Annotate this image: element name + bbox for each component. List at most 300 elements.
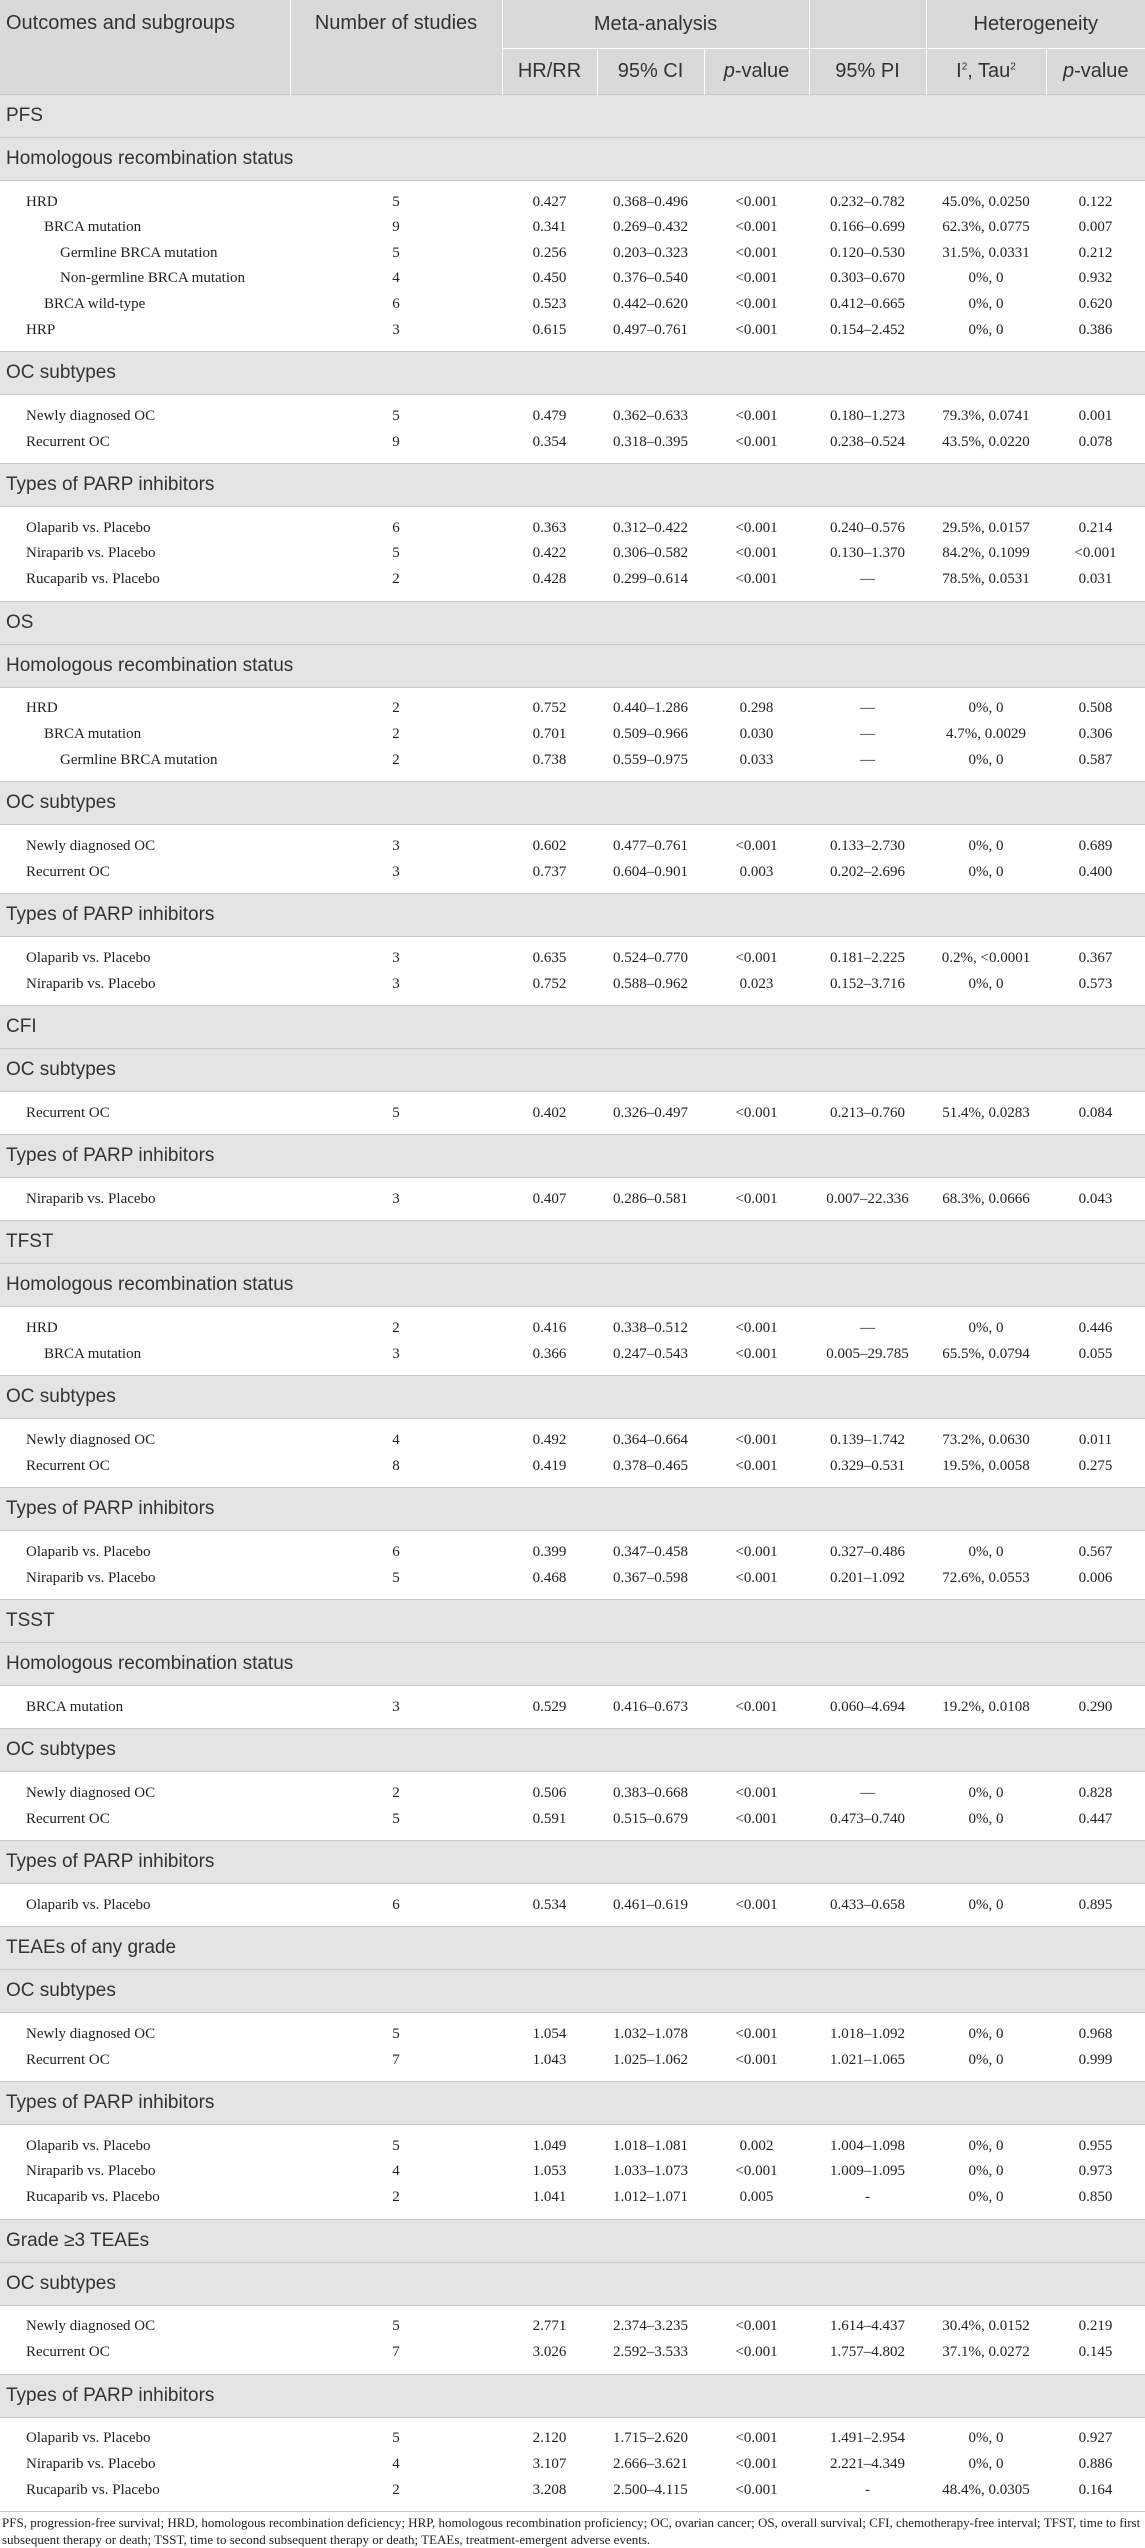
table-row bbox=[0, 1092, 1145, 1135]
row-heterogeneity-p-value: 0.447 bbox=[1046, 1806, 1145, 1841]
row-i2-tau2: 4.7%, 0.0029 bbox=[926, 722, 1046, 748]
row-95-pi: 0.240–0.576 bbox=[809, 507, 926, 542]
row-hr-rr: 1.043 bbox=[502, 2047, 597, 2082]
row-heterogeneity-p-value: 0.927 bbox=[1046, 2417, 1145, 2452]
row-i2-tau2: 0%, 0 bbox=[926, 687, 1046, 722]
row-95-pi: — bbox=[809, 567, 926, 602]
table-body bbox=[0, 95, 1145, 2512]
row-95-ci: 0.312–0.422 bbox=[597, 507, 704, 542]
row-i2-tau2: 0.2%, <0.0001 bbox=[926, 937, 1046, 972]
row-95-pi: 0.166–0.699 bbox=[809, 215, 926, 241]
row-name: HRD bbox=[0, 181, 290, 216]
row-hr-rr: 1.054 bbox=[502, 2013, 597, 2048]
row-p-value: <0.001 bbox=[704, 1565, 809, 1600]
row-95-ci: 1.018–1.081 bbox=[597, 2125, 704, 2160]
subgroup-header-row bbox=[0, 782, 1145, 825]
row-name: Newly diagnosed OC bbox=[0, 395, 290, 430]
row-number-of-studies: 5 bbox=[290, 541, 502, 567]
header-number-of-studies: Number of studies bbox=[290, 0, 502, 95]
row-hr-rr: 2.771 bbox=[502, 2305, 597, 2340]
subgroup-header-row bbox=[0, 1376, 1145, 1419]
row-hr-rr: 0.450 bbox=[502, 266, 597, 292]
row-i2-tau2: 29.5%, 0.0157 bbox=[926, 507, 1046, 542]
table-row bbox=[0, 1686, 1145, 1729]
row-95-pi: 0.473–0.740 bbox=[809, 1806, 926, 1841]
subgroup-title: Homologous recombination status bbox=[0, 644, 1145, 687]
row-hr-rr: 0.737 bbox=[502, 859, 597, 894]
row-p-value: <0.001 bbox=[704, 215, 809, 241]
table-row bbox=[0, 2013, 1145, 2048]
row-number-of-studies: 3 bbox=[290, 971, 502, 1006]
row-number-of-studies: 5 bbox=[290, 2125, 502, 2160]
table-row bbox=[0, 747, 1145, 782]
subgroup-header-row bbox=[0, 1049, 1145, 1092]
row-hr-rr: 0.635 bbox=[502, 937, 597, 972]
row-hr-rr: 0.366 bbox=[502, 1341, 597, 1376]
row-95-pi: 1.491–2.954 bbox=[809, 2417, 926, 2452]
subgroup-header-row bbox=[0, 2262, 1145, 2305]
row-number-of-studies: 7 bbox=[290, 2047, 502, 2082]
row-name: BRCA mutation bbox=[0, 1686, 290, 1729]
row-number-of-studies: 2 bbox=[290, 722, 502, 748]
row-95-pi: - bbox=[809, 2185, 926, 2220]
row-95-pi: 0.327–0.486 bbox=[809, 1531, 926, 1566]
row-name: Recurrent OC bbox=[0, 2340, 290, 2375]
row-number-of-studies: 2 bbox=[290, 1307, 502, 1342]
row-heterogeneity-p-value: 0.386 bbox=[1046, 317, 1145, 352]
row-name: Niraparib vs. Placebo bbox=[0, 2159, 290, 2185]
row-i2-tau2: 0%, 0 bbox=[926, 825, 1046, 860]
row-heterogeneity-p-value: 0.290 bbox=[1046, 1686, 1145, 1729]
row-95-ci: 0.286–0.581 bbox=[597, 1178, 704, 1221]
row-p-value: <0.001 bbox=[704, 2340, 809, 2375]
subgroup-header-row bbox=[0, 1643, 1145, 1686]
row-hr-rr: 0.529 bbox=[502, 1686, 597, 1729]
row-i2-tau2: 0%, 0 bbox=[926, 2125, 1046, 2160]
row-heterogeneity-p-value: 0.955 bbox=[1046, 2125, 1145, 2160]
header-meta-analysis: Meta-analysis bbox=[502, 0, 809, 49]
row-p-value: <0.001 bbox=[704, 1686, 809, 1729]
row-p-value: <0.001 bbox=[704, 429, 809, 464]
table-row bbox=[0, 317, 1145, 352]
row-p-value: <0.001 bbox=[704, 241, 809, 267]
row-95-pi: 0.181–2.225 bbox=[809, 937, 926, 972]
row-95-pi: 1.004–1.098 bbox=[809, 2125, 926, 2160]
row-i2-tau2: 31.5%, 0.0331 bbox=[926, 241, 1046, 267]
table-row bbox=[0, 2452, 1145, 2478]
row-hr-rr: 0.523 bbox=[502, 292, 597, 318]
row-p-value: 0.298 bbox=[704, 687, 809, 722]
row-p-value: <0.001 bbox=[704, 1092, 809, 1135]
row-number-of-studies: 3 bbox=[290, 825, 502, 860]
row-i2-tau2: 0%, 0 bbox=[926, 747, 1046, 782]
section-header-row bbox=[0, 95, 1145, 138]
row-name: Olaparib vs. Placebo bbox=[0, 937, 290, 972]
row-number-of-studies: 5 bbox=[290, 1565, 502, 1600]
row-heterogeneity-p-value: 0.011 bbox=[1046, 1419, 1145, 1454]
row-95-pi: 0.329–0.531 bbox=[809, 1453, 926, 1488]
row-heterogeneity-p-value: 0.306 bbox=[1046, 722, 1145, 748]
row-95-pi: 0.303–0.670 bbox=[809, 266, 926, 292]
section-header-row bbox=[0, 1600, 1145, 1643]
row-p-value: 0.023 bbox=[704, 971, 809, 1006]
row-95-pi: 0.180–1.273 bbox=[809, 395, 926, 430]
row-hr-rr: 0.354 bbox=[502, 429, 597, 464]
row-hr-rr: 0.701 bbox=[502, 722, 597, 748]
row-p-value: <0.001 bbox=[704, 2417, 809, 2452]
row-number-of-studies: 4 bbox=[290, 1419, 502, 1454]
row-hr-rr: 0.752 bbox=[502, 971, 597, 1006]
row-hr-rr: 3.026 bbox=[502, 2340, 597, 2375]
row-p-value: <0.001 bbox=[704, 541, 809, 567]
row-95-ci: 0.524–0.770 bbox=[597, 937, 704, 972]
row-95-pi: 0.120–0.530 bbox=[809, 241, 926, 267]
row-name: Newly diagnosed OC bbox=[0, 825, 290, 860]
table-row bbox=[0, 507, 1145, 542]
row-p-value: <0.001 bbox=[704, 507, 809, 542]
row-p-value: <0.001 bbox=[704, 266, 809, 292]
row-heterogeneity-p-value: 0.886 bbox=[1046, 2452, 1145, 2478]
subgroup-header-row bbox=[0, 464, 1145, 507]
row-heterogeneity-p-value: 0.573 bbox=[1046, 971, 1145, 1006]
row-heterogeneity-p-value: 0.219 bbox=[1046, 2305, 1145, 2340]
row-p-value: <0.001 bbox=[704, 567, 809, 602]
row-95-ci: 1.025–1.062 bbox=[597, 2047, 704, 2082]
row-95-ci: 0.383–0.668 bbox=[597, 1772, 704, 1807]
section-header-row bbox=[0, 601, 1145, 644]
row-name: Rucaparib vs. Placebo bbox=[0, 567, 290, 602]
row-95-pi: 2.221–4.349 bbox=[809, 2452, 926, 2478]
row-i2-tau2: 0%, 0 bbox=[926, 1884, 1046, 1927]
row-heterogeneity-p-value: 0.587 bbox=[1046, 747, 1145, 782]
table-row bbox=[0, 541, 1145, 567]
row-i2-tau2: 19.5%, 0.0058 bbox=[926, 1453, 1046, 1488]
row-number-of-studies: 7 bbox=[290, 2340, 502, 2375]
row-hr-rr: 0.399 bbox=[502, 1531, 597, 1566]
row-95-ci: 0.509–0.966 bbox=[597, 722, 704, 748]
table-row bbox=[0, 215, 1145, 241]
row-95-pi: 0.154–2.452 bbox=[809, 317, 926, 352]
row-i2-tau2: 0%, 0 bbox=[926, 292, 1046, 318]
row-95-ci: 1.012–1.071 bbox=[597, 2185, 704, 2220]
table-header bbox=[0, 0, 1145, 95]
row-number-of-studies: 2 bbox=[290, 2185, 502, 2220]
section-title: OS bbox=[0, 601, 1145, 644]
subgroup-header-row bbox=[0, 1841, 1145, 1884]
row-i2-tau2: 0%, 0 bbox=[926, 1307, 1046, 1342]
row-heterogeneity-p-value: 0.164 bbox=[1046, 2477, 1145, 2512]
row-i2-tau2: 62.3%, 0.0775 bbox=[926, 215, 1046, 241]
subgroup-title: Homologous recombination status bbox=[0, 1264, 1145, 1307]
row-p-value: <0.001 bbox=[704, 1453, 809, 1488]
row-name: Olaparib vs. Placebo bbox=[0, 1531, 290, 1566]
row-95-ci: 2.500–4.115 bbox=[597, 2477, 704, 2512]
table-row bbox=[0, 2417, 1145, 2452]
row-hr-rr: 0.419 bbox=[502, 1453, 597, 1488]
row-name: Niraparib vs. Placebo bbox=[0, 971, 290, 1006]
row-95-pi: 0.152–3.716 bbox=[809, 971, 926, 1006]
subgroup-title: OC subtypes bbox=[0, 1729, 1145, 1772]
row-95-ci: 0.442–0.620 bbox=[597, 292, 704, 318]
header-95-ci: 95% CI bbox=[597, 49, 704, 95]
row-95-ci: 0.306–0.582 bbox=[597, 541, 704, 567]
table-row bbox=[0, 687, 1145, 722]
row-name: Newly diagnosed OC bbox=[0, 2305, 290, 2340]
row-hr-rr: 1.049 bbox=[502, 2125, 597, 2160]
row-p-value: 0.002 bbox=[704, 2125, 809, 2160]
subgroup-title: Types of PARP inhibitors bbox=[0, 1488, 1145, 1531]
row-heterogeneity-p-value: 0.214 bbox=[1046, 507, 1145, 542]
row-p-value: <0.001 bbox=[704, 1419, 809, 1454]
row-name: Recurrent OC bbox=[0, 1092, 290, 1135]
row-p-value: 0.033 bbox=[704, 747, 809, 782]
section-header-row bbox=[0, 1221, 1145, 1264]
row-p-value: 0.005 bbox=[704, 2185, 809, 2220]
row-p-value: <0.001 bbox=[704, 1884, 809, 1927]
row-number-of-studies: 6 bbox=[290, 1531, 502, 1566]
table-row bbox=[0, 1453, 1145, 1488]
row-number-of-studies: 3 bbox=[290, 1686, 502, 1729]
subgroup-header-row bbox=[0, 894, 1145, 937]
row-95-ci: 1.715–2.620 bbox=[597, 2417, 704, 2452]
table-row bbox=[0, 1531, 1145, 1566]
row-name: Olaparib vs. Placebo bbox=[0, 507, 290, 542]
subgroup-title: OC subtypes bbox=[0, 1049, 1145, 1092]
section-header-row bbox=[0, 1006, 1145, 1049]
row-95-pi: 0.238–0.524 bbox=[809, 429, 926, 464]
row-p-value: <0.001 bbox=[704, 825, 809, 860]
row-p-value: <0.001 bbox=[704, 1341, 809, 1376]
subgroup-header-row bbox=[0, 138, 1145, 181]
row-heterogeneity-p-value: 0.367 bbox=[1046, 937, 1145, 972]
section-header-row bbox=[0, 1927, 1145, 1970]
row-95-ci: 0.269–0.432 bbox=[597, 215, 704, 241]
row-p-value: <0.001 bbox=[704, 317, 809, 352]
row-i2-tau2: 68.3%, 0.0666 bbox=[926, 1178, 1046, 1221]
row-i2-tau2: 0%, 0 bbox=[926, 1531, 1046, 1566]
row-hr-rr: 2.120 bbox=[502, 2417, 597, 2452]
row-95-ci: 0.368–0.496 bbox=[597, 181, 704, 216]
row-hr-rr: 0.402 bbox=[502, 1092, 597, 1135]
row-heterogeneity-p-value: 0.508 bbox=[1046, 687, 1145, 722]
row-i2-tau2: 37.1%, 0.0272 bbox=[926, 2340, 1046, 2375]
table-row bbox=[0, 266, 1145, 292]
row-heterogeneity-p-value: 0.850 bbox=[1046, 2185, 1145, 2220]
table-row bbox=[0, 429, 1145, 464]
row-name: Rucaparib vs. Placebo bbox=[0, 2477, 290, 2512]
row-95-ci: 1.033–1.073 bbox=[597, 2159, 704, 2185]
row-i2-tau2: 0%, 0 bbox=[926, 2452, 1046, 2478]
row-95-pi: 0.133–2.730 bbox=[809, 825, 926, 860]
row-p-value: <0.001 bbox=[704, 1178, 809, 1221]
row-heterogeneity-p-value: 0.055 bbox=[1046, 1341, 1145, 1376]
subgroup-header-row bbox=[0, 352, 1145, 395]
row-hr-rr: 0.468 bbox=[502, 1565, 597, 1600]
row-name: Recurrent OC bbox=[0, 859, 290, 894]
row-hr-rr: 1.041 bbox=[502, 2185, 597, 2220]
table-row bbox=[0, 2477, 1145, 2512]
row-95-pi: 0.201–1.092 bbox=[809, 1565, 926, 1600]
row-number-of-studies: 5 bbox=[290, 241, 502, 267]
row-number-of-studies: 4 bbox=[290, 2452, 502, 2478]
row-number-of-studies: 9 bbox=[290, 429, 502, 464]
row-heterogeneity-p-value: 0.031 bbox=[1046, 567, 1145, 602]
table-row bbox=[0, 1419, 1145, 1454]
table-row bbox=[0, 2340, 1145, 2375]
row-number-of-studies: 6 bbox=[290, 292, 502, 318]
section-header-row bbox=[0, 2219, 1145, 2262]
row-95-ci: 0.364–0.664 bbox=[597, 1419, 704, 1454]
table-row bbox=[0, 567, 1145, 602]
row-i2-tau2: 0%, 0 bbox=[926, 2185, 1046, 2220]
row-i2-tau2: 84.2%, 0.1099 bbox=[926, 541, 1046, 567]
table-row bbox=[0, 1772, 1145, 1807]
row-i2-tau2: 51.4%, 0.0283 bbox=[926, 1092, 1046, 1135]
table-row bbox=[0, 1565, 1145, 1600]
row-p-value: <0.001 bbox=[704, 395, 809, 430]
row-hr-rr: 0.602 bbox=[502, 825, 597, 860]
row-number-of-studies: 2 bbox=[290, 1772, 502, 1807]
table-row bbox=[0, 2159, 1145, 2185]
row-i2-tau2: 0%, 0 bbox=[926, 2417, 1046, 2452]
row-heterogeneity-p-value: 0.968 bbox=[1046, 2013, 1145, 2048]
row-i2-tau2: 0%, 0 bbox=[926, 2047, 1046, 2082]
row-number-of-studies: 8 bbox=[290, 1453, 502, 1488]
row-95-ci: 0.203–0.323 bbox=[597, 241, 704, 267]
row-number-of-studies: 9 bbox=[290, 215, 502, 241]
row-95-ci: 0.378–0.465 bbox=[597, 1453, 704, 1488]
row-heterogeneity-p-value: 0.828 bbox=[1046, 1772, 1145, 1807]
row-i2-tau2: 0%, 0 bbox=[926, 1772, 1046, 1807]
row-p-value: 0.003 bbox=[704, 859, 809, 894]
section-title: Grade ≥3 TEAEs bbox=[0, 2219, 1145, 2262]
row-name: BRCA wild-type bbox=[0, 292, 290, 318]
table-row bbox=[0, 292, 1145, 318]
row-95-pi: 0.139–1.742 bbox=[809, 1419, 926, 1454]
row-95-pi: 0.060–4.694 bbox=[809, 1686, 926, 1729]
row-i2-tau2: 79.3%, 0.0741 bbox=[926, 395, 1046, 430]
table-row bbox=[0, 971, 1145, 1006]
header-outcomes: Outcomes and subgroups bbox=[0, 0, 290, 95]
row-name: Niraparib vs. Placebo bbox=[0, 2452, 290, 2478]
row-hr-rr: 0.422 bbox=[502, 541, 597, 567]
table-row bbox=[0, 859, 1145, 894]
row-heterogeneity-p-value: 0.043 bbox=[1046, 1178, 1145, 1221]
row-heterogeneity-p-value: 0.212 bbox=[1046, 241, 1145, 267]
row-number-of-studies: 5 bbox=[290, 2305, 502, 2340]
row-hr-rr: 3.208 bbox=[502, 2477, 597, 2512]
table-row bbox=[0, 241, 1145, 267]
row-95-ci: 0.440–1.286 bbox=[597, 687, 704, 722]
row-95-pi: 1.018–1.092 bbox=[809, 2013, 926, 2048]
row-i2-tau2: 30.4%, 0.0152 bbox=[926, 2305, 1046, 2340]
header-p-value: p-value bbox=[704, 49, 809, 95]
row-heterogeneity-p-value: 0.006 bbox=[1046, 1565, 1145, 1600]
subgroup-title: OC subtypes bbox=[0, 2262, 1145, 2305]
row-heterogeneity-p-value: 0.620 bbox=[1046, 292, 1145, 318]
row-i2-tau2: 0%, 0 bbox=[926, 317, 1046, 352]
table-row bbox=[0, 937, 1145, 972]
row-p-value: <0.001 bbox=[704, 1772, 809, 1807]
row-i2-tau2: 65.5%, 0.0794 bbox=[926, 1341, 1046, 1376]
header-heterogeneity: Heterogeneity bbox=[926, 0, 1145, 49]
subgroup-title: Homologous recombination status bbox=[0, 138, 1145, 181]
row-heterogeneity-p-value: 0.932 bbox=[1046, 266, 1145, 292]
row-95-pi: 0.202–2.696 bbox=[809, 859, 926, 894]
table-row bbox=[0, 2047, 1145, 2082]
row-hr-rr: 0.363 bbox=[502, 507, 597, 542]
row-number-of-studies: 5 bbox=[290, 2417, 502, 2452]
row-95-ci: 0.477–0.761 bbox=[597, 825, 704, 860]
row-name: HRD bbox=[0, 687, 290, 722]
row-heterogeneity-p-value: 0.001 bbox=[1046, 395, 1145, 430]
row-name: BRCA mutation bbox=[0, 215, 290, 241]
row-name: Olaparib vs. Placebo bbox=[0, 2125, 290, 2160]
row-hr-rr: 0.492 bbox=[502, 1419, 597, 1454]
row-p-value: <0.001 bbox=[704, 2477, 809, 2512]
row-p-value: <0.001 bbox=[704, 937, 809, 972]
row-name: Non-germline BRCA mutation bbox=[0, 266, 290, 292]
subgroup-header-row bbox=[0, 2374, 1145, 2417]
row-95-pi: — bbox=[809, 747, 926, 782]
subgroup-title: OC subtypes bbox=[0, 1376, 1145, 1419]
table-row bbox=[0, 1884, 1145, 1927]
row-95-ci: 0.299–0.614 bbox=[597, 567, 704, 602]
table-row bbox=[0, 1178, 1145, 1221]
table-row bbox=[0, 1307, 1145, 1342]
row-95-pi: — bbox=[809, 722, 926, 748]
row-95-pi: 0.213–0.760 bbox=[809, 1092, 926, 1135]
row-95-pi: — bbox=[809, 687, 926, 722]
row-name: Germline BRCA mutation bbox=[0, 241, 290, 267]
row-name: Recurrent OC bbox=[0, 429, 290, 464]
row-heterogeneity-p-value: 0.084 bbox=[1046, 1092, 1145, 1135]
row-number-of-studies: 3 bbox=[290, 317, 502, 352]
row-heterogeneity-p-value: 0.122 bbox=[1046, 181, 1145, 216]
row-95-ci: 0.376–0.540 bbox=[597, 266, 704, 292]
table-row bbox=[0, 395, 1145, 430]
row-number-of-studies: 4 bbox=[290, 266, 502, 292]
row-95-ci: 0.326–0.497 bbox=[597, 1092, 704, 1135]
row-i2-tau2: 0%, 0 bbox=[926, 971, 1046, 1006]
row-heterogeneity-p-value: 0.999 bbox=[1046, 2047, 1145, 2082]
row-hr-rr: 0.407 bbox=[502, 1178, 597, 1221]
row-95-ci: 0.559–0.975 bbox=[597, 747, 704, 782]
subgroup-title: Types of PARP inhibitors bbox=[0, 1841, 1145, 1884]
row-i2-tau2: 0%, 0 bbox=[926, 266, 1046, 292]
row-hr-rr: 3.107 bbox=[502, 2452, 597, 2478]
row-i2-tau2: 72.6%, 0.0553 bbox=[926, 1565, 1046, 1600]
row-number-of-studies: 2 bbox=[290, 747, 502, 782]
subgroup-title: Homologous recombination status bbox=[0, 1643, 1145, 1686]
row-p-value: <0.001 bbox=[704, 1806, 809, 1841]
subgroup-header-row bbox=[0, 644, 1145, 687]
row-95-pi: 0.232–0.782 bbox=[809, 181, 926, 216]
row-number-of-studies: 5 bbox=[290, 395, 502, 430]
row-95-pi: 0.007–22.336 bbox=[809, 1178, 926, 1221]
row-i2-tau2: 73.2%, 0.0630 bbox=[926, 1419, 1046, 1454]
row-number-of-studies: 5 bbox=[290, 1806, 502, 1841]
subgroup-title: Types of PARP inhibitors bbox=[0, 1135, 1145, 1178]
section-title: TSST bbox=[0, 1600, 1145, 1643]
row-95-ci: 0.318–0.395 bbox=[597, 429, 704, 464]
row-hr-rr: 0.591 bbox=[502, 1806, 597, 1841]
row-95-pi: — bbox=[809, 1307, 926, 1342]
row-name: Newly diagnosed OC bbox=[0, 1419, 290, 1454]
row-95-pi: 0.412–0.665 bbox=[809, 292, 926, 318]
row-95-ci: 2.374–3.235 bbox=[597, 2305, 704, 2340]
row-95-ci: 2.592–3.533 bbox=[597, 2340, 704, 2375]
